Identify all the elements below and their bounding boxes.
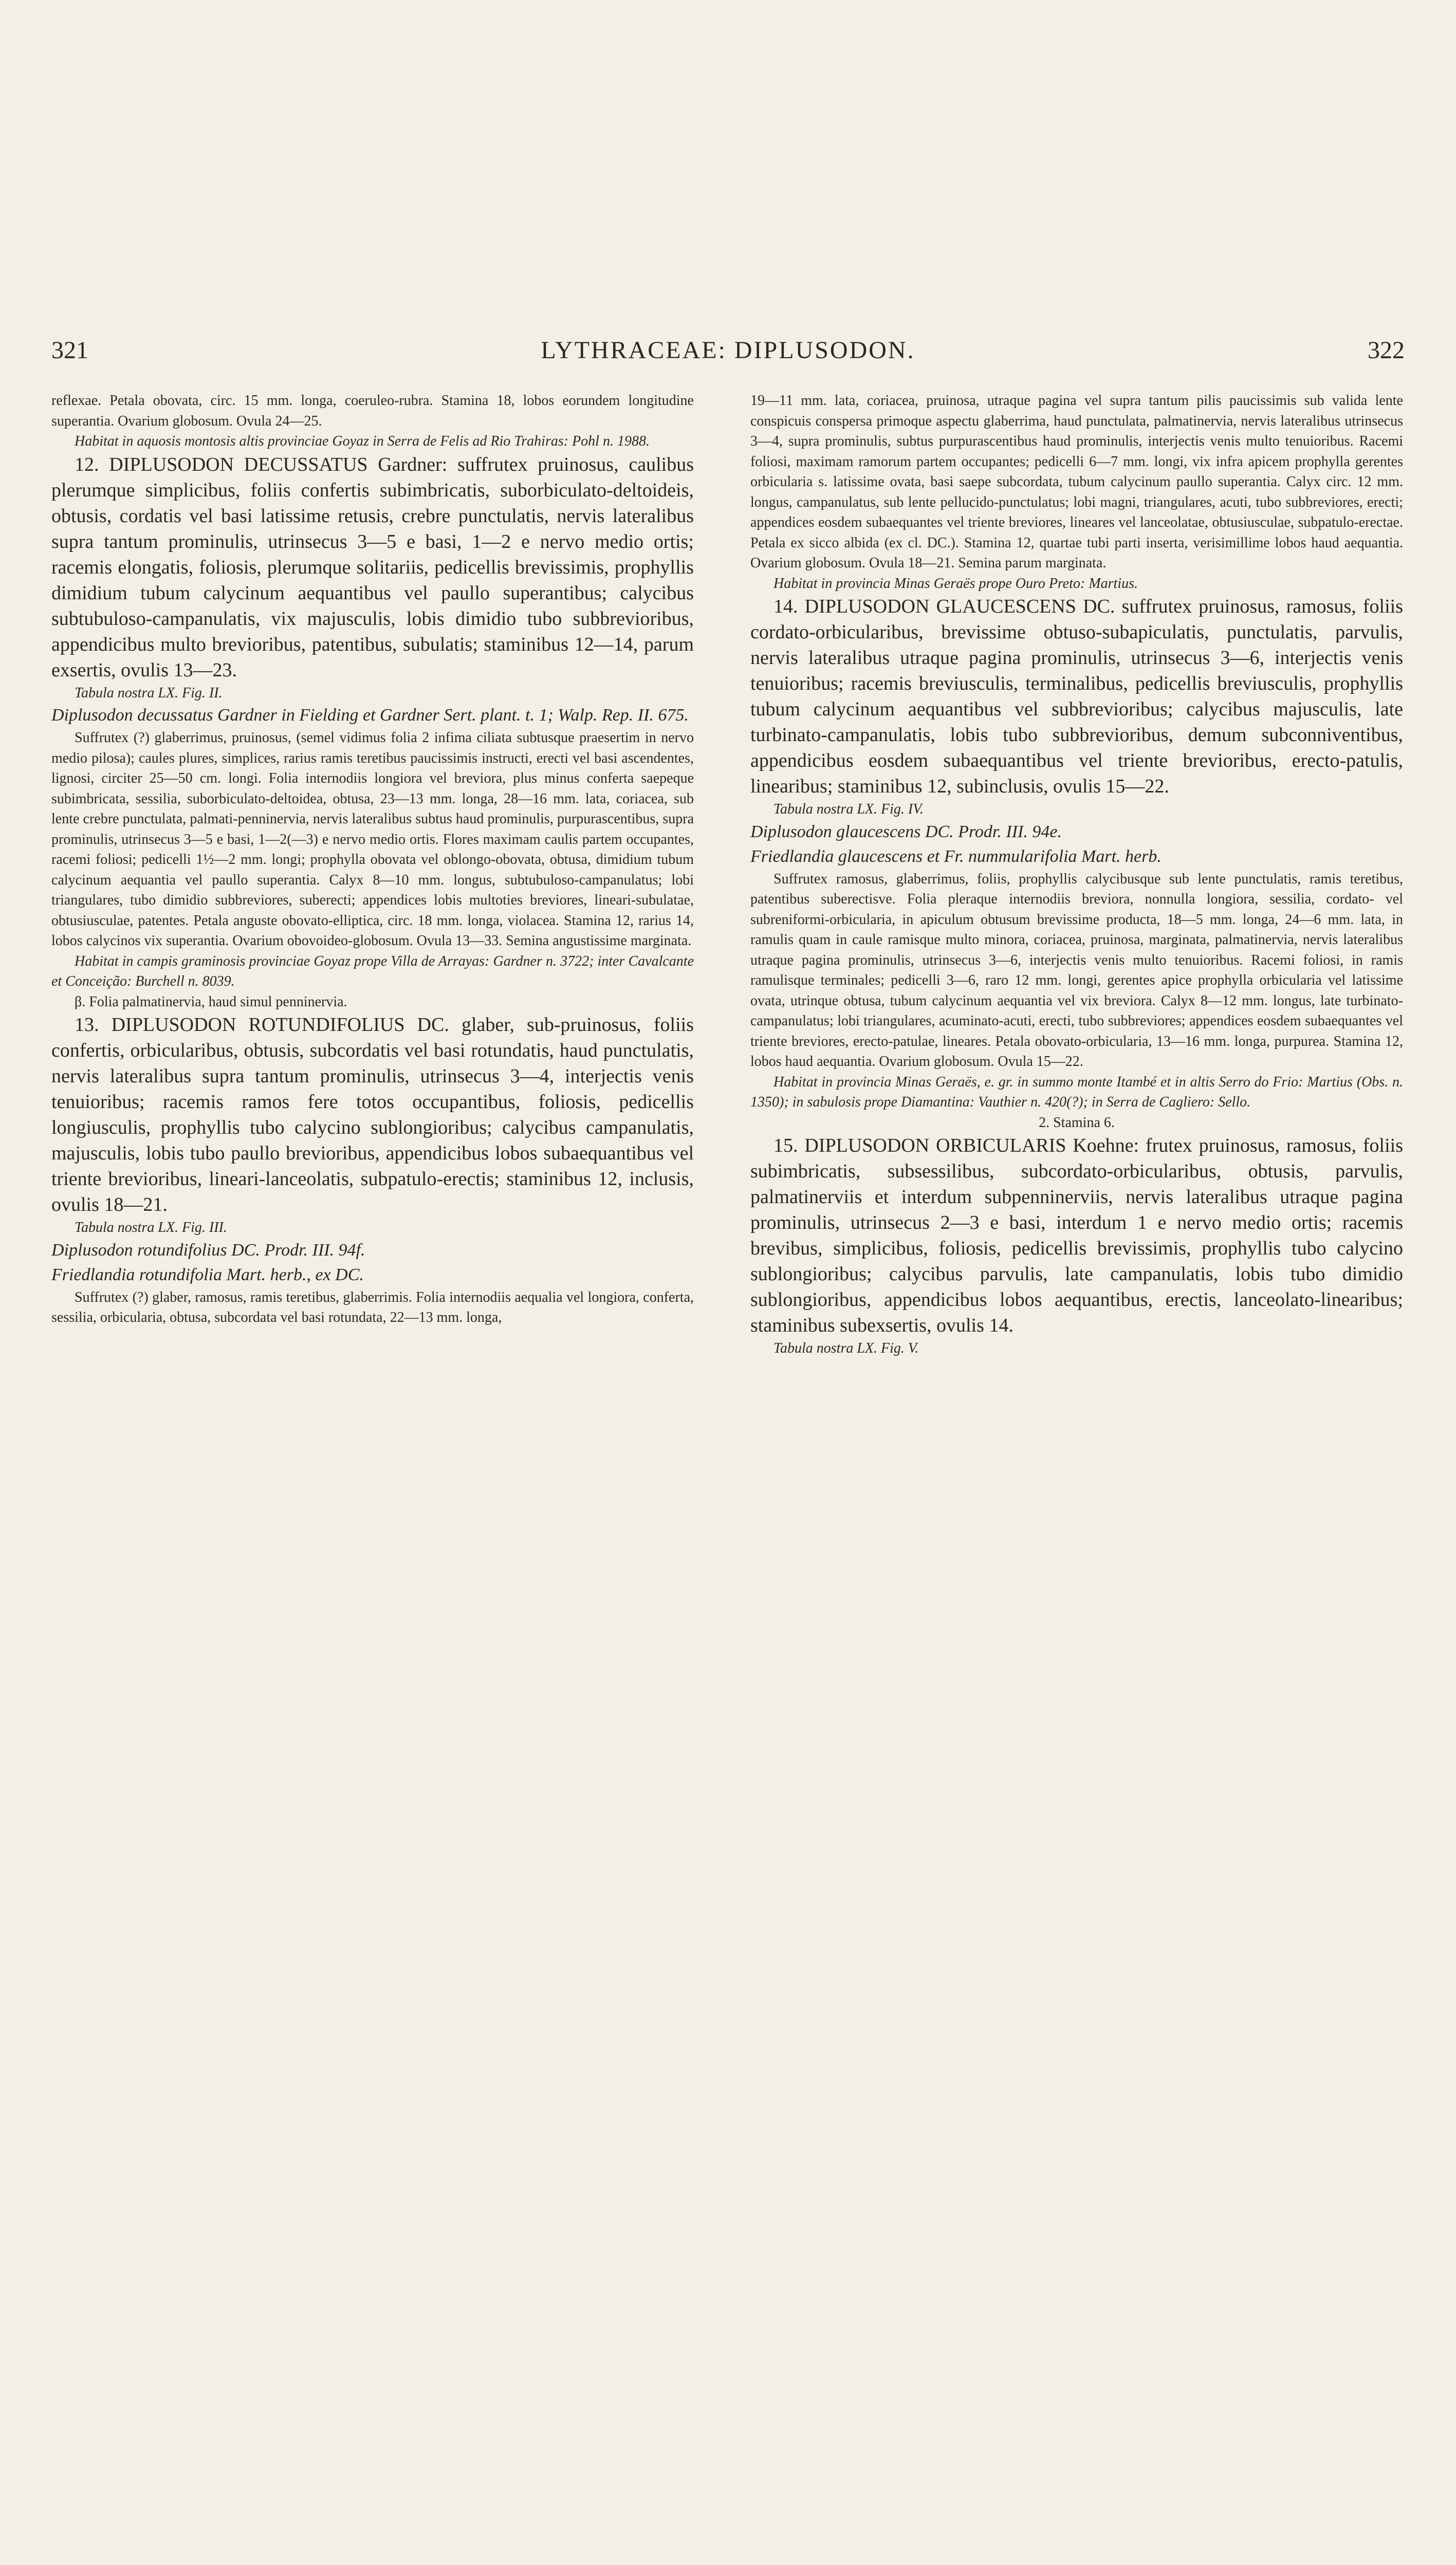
running-title: LYTHRACEAE: DIPLUSODON.	[541, 337, 915, 364]
running-header	[0, 335, 1456, 366]
synonym-reference: Friedlandia glaucescens et Fr. nummularifolia Mart. herb.	[750, 846, 1162, 866]
synonym-reference: Diplusodon rotundifolius DC. Prodr. III. 94f.	[51, 1240, 365, 1260]
species-14-heading: 14. DIPLUSODON GLAUCESCENS DC. suffrutex pruinosus, ramosus, foliis cordato-orbicularibus, brevissime obtuso-subapiculatis, punctulatis, parvulis, nervis lateralibus utraque pagina prominulis, utrinsecus 3—6, interjectis venis tenuioribus; racemis breviusculis, terminalibus, pedicellis breviusculis, prophyllis tubum calycinum aequantibus vel subbrevioribus; calycibus majusculis, late turbinato-campanulatis, lobis tubo subbrevioribus, demum subconniventibus, appendicibus eosdem subaequantibus vel triente brevioribus, erecto-patulis, linearibus; staminibus 12, subinclusis, ovulis 15—22.	[750, 596, 1403, 797]
plate-reference: Tabula nostra LX. Fig. V.	[773, 1340, 919, 1356]
habitat-paragraph: Habitat in provincia Minas Geraës prope Ouro Preto: Martius.	[773, 575, 1138, 592]
description-paragraph: 19—11 mm. lata, coriacea, pruinosa, utraque pagina vel supra tantum pilis paucissimis sub valida lente conspicuis conspersa primoque aspectu glaberrima, haud punctulata, palmatinervia, nervis lateralibus utrinsecus 3—4, supra prominulis, subtus purpurascentibus haud prominulis, interjectis venis multo tenuioribus. Racemi foliosi, maximam ramorum partem occupantes; pedicelli 6—7 mm. longi, vix infra apicem prophylla gerentes orbicularia s. latissime ovata, basi saepe subcordata, tubum calycinum paullo superantia. Calyx circ. 12 mm. longus, campanulatus, sub lente pellucido-punctulatus; lobi magni, triangulares, acuti, tubo subbreviores, erecti; appendices eosdem subaequantes vel triente breviores, lineares vel lanceolatae, obtusiusculae, subpatulo-erectae. Petala ex sicco albida (ex cl. DC.). Stamina 12, quartae tubi parti inserta, verisimillime lobos haud aequantia. Ovarium globosum. Ovula 18—21. Semina parum marginata.	[750, 393, 1403, 571]
habitat-paragraph: Habitat in campis graminosis provinciae Goyaz prope Villa de Arrayas: Gardner n. 3722; inter Cavalcante et Conceição: Burchell n. 8039.	[51, 953, 694, 989]
left-column	[51, 391, 694, 1328]
right-column	[750, 391, 1403, 1359]
description-paragraph: Suffrutex (?) glaberrimus, pruinosus, (semel vidimus folia 2 infima ciliata subtusque praesertim in nervo medio pilosa); caules plures, simplices, rarius ramis teretibus paucissimis instructi, erecti vel basi ascendentes, lignosi, circiter 25—50 cm. longi. Folia internodiis longiora vel breviora, plus minus conferta saepeque subimbricata, sessilia, suborbiculato-deltoidea, obtusa, 23—13 mm. longa, 28—16 mm. lata, coriacea, sub lente crebre punctulata, palmati-penninervia, nervis lateralibus subtus haud prominulis, purpurascentibus, supra prominulis, utrinsecus 3—5 e basi, 1—2(—3) e nervo medio ortis. Flores maximam caulis partem occupantes, racemi foliosi; pedicelli 1½—2 mm. longi; prophylla obovata vel oblongo-obovata, obtusa, dimidium tubum calycinum aequantia vel paullo superantia. Calyx 8—10 mm. longus, subtubuloso-campanulatus; lobi triangulares, tubo dimidio subbreviores, suberecti; appendices lobis multoties breviores, lineari-subulatae, obtusiusculae, patentes. Petala anguste obovato-elliptica, circ. 18 mm. longa, violacea. Stamina 12, rarius 14, lobos calycinos vix superantia. Ovarium obovoideo-globosum. Ovula 13—33. Semina angustissime marginata.	[51, 730, 694, 949]
variety-beta: β. Folia palmatinervia, haud simul penninervia.	[75, 993, 347, 1010]
plate-reference: Tabula nostra LX. Fig. II.	[75, 685, 223, 701]
page-number-right: 322	[1368, 337, 1405, 364]
description-paragraph: Suffrutex (?) glaber, ramosus, ramis teretibus, glaberrimis. Folia internodiis aequalia vel longiora, conferta, sessilia, orbicularia, obtusa, subcordata vel basi rotundata, 22—13 mm. longa,	[51, 1289, 694, 1325]
synonym-reference: Diplusodon decussatus Gardner in Fielding et Gardner Sert. plant. t. 1; Walp. Rep. II. 675.	[51, 706, 689, 725]
section-heading: 2. Stamina 6.	[1039, 1114, 1115, 1131]
species-12-heading: 12. DIPLUSODON DECUSSATUS Gardner: suffrutex pruinosus, caulibus plerumque simplicibus, foliis confertis subimbricatis, suborbiculato-deltoideis, obtusis, cordatis vel basi latissime retusis, crebre punctulatis, nervis lateralibus supra tantum prominulis, utrinsecus 3—5 e basi, 1—2 e nervo medio ortis; racemis elongatis, foliosis, plerumque solitariis, pedicellis brevissimis, prophyllis dimidium tubum calycinum aequantibus vel paullo superantibus; calycibus subtubuloso-campanulatis, vix majusculis, lobis dimidio tubo subbrevioribus, appendicibus multo brevioribus, patentibus, subulatis; staminibus 12—14, parum exsertis, ovulis 13—23.	[51, 453, 694, 681]
species-13-heading: 13. DIPLUSODON ROTUNDIFOLIUS DC. glaber, sub-pruinosus, foliis confertis, orbicularibus, obtusis, subcordatis vel basi rotundatis, haud punctulatis, nervis lateralibus supra tantum prominulis, utrinsecus 3—4, interjectis venis tenuioribus; racemis ramos fere totos occupantibus, foliosis, pedicellis longiusculis, prophyllis tubo calycino sublongioribus; calycibus campanulatis, majusculis, lobis tubo paullo brevioribus, appendicibus lobos subaequantibus vel triente brevioribus, lineari-lanceolatis, subpatulo-erectis; staminibus 12, inclusis, ovulis 18—21.	[51, 1014, 694, 1215]
species-15-heading: 15. DIPLUSODON ORBICULARIS Koehne: frutex pruinosus, ramosus, foliis subimbricatis, subsessilibus, subcordato-orbicularibus, obtusis, parvulis, palmatinerviis et interdum subpenninerviis, nervis lateralibus utraque pagina prominulis, utrinsecus 2—3 e basi, interdum 1 e nervo medio ortis; racemis brevibus, simplicibus, foliosis, pedicellis brevissimis, prophyllis tubo calycino sublongioribus; calycibus parvulis, late campanulatis, lobis tubo dimidio sublongioribus, appendicibus lobos aequantibus, erectis, lanceolato-linearibus; staminibus subexsertis, ovulis 14.	[750, 1135, 1403, 1336]
description-paragraph: Suffrutex ramosus, glaberrimus, foliis, prophyllis calycibusque sub lente punctulatis, ramis teretibus, patentibus suberectisve. Folia pleraque internodiis breviora, nonnulla longiora, sessilia, cordato- vel subreniformi-orbicularia, in apiculum obtusum brevissime producta, 18—5 mm. longa, 24—6 mm. lata, in ramulis quam in caule ramisque multo minora, coriacea, pruinosa, marginata, palmatinervia, nervis lateralibus utraque pagina prominulis, utrinsecus 3—6, interjectis venis multo tenuioribus. Racemi foliosi, in ramis ramulisque terminales; pedicelli 3—6, raro 12 mm. longi, gerentes apice prophylla orbicularia vel latissime ovata, utrinque obtusa, tubum calycinum aequantia vel vix breviora. Calyx 8—12 mm. longus, late turbinato-campanulatus; lobi triangulares, acuminato-acuti, erecti, tubo subbreviores; appendices eosdem subaequantes vel triente breviores, erecto-patulae, lineares. Petala obovato-orbicularia, 13—16 mm. longa, purpurea. Stamina 12, lobos haud aequantia. Ovarium globosum. Ovula 15—22.	[750, 871, 1403, 1069]
synonym-reference: Diplusodon glaucescens DC. Prodr. III. 94e.	[750, 822, 1062, 841]
synonym-reference: Friedlandia rotundifolia Mart. herb., ex DC.	[51, 1265, 364, 1284]
habitat-paragraph: Habitat in provincia Minas Geraës, e. gr. in summo monte Itambé et in altis Serro do Frio: Martius (Obs. n. 1350); in sabulosis prope Diamantina: Vauthier n. 420(?); in Serra de Cagliero: Sello.	[750, 1074, 1403, 1110]
plate-reference: Tabula nostra LX. Fig. IV.	[773, 801, 924, 817]
description-paragraph: reflexae. Petala obovata, circ. 15 mm. longa, coeruleo-rubra. Stamina 18, lobos eorundem longitudine superantia. Ovarium globosum. Ovula 24—25.	[51, 393, 694, 429]
plate-reference: Tabula nostra LX. Fig. III.	[75, 1220, 227, 1235]
habitat-paragraph: Habitat in aquosis montosis altis provinciae Goyaz in Serra de Felis ad Rio Trahiras: Pohl n. 1988.	[75, 433, 650, 449]
page-number-left: 321	[51, 337, 88, 364]
